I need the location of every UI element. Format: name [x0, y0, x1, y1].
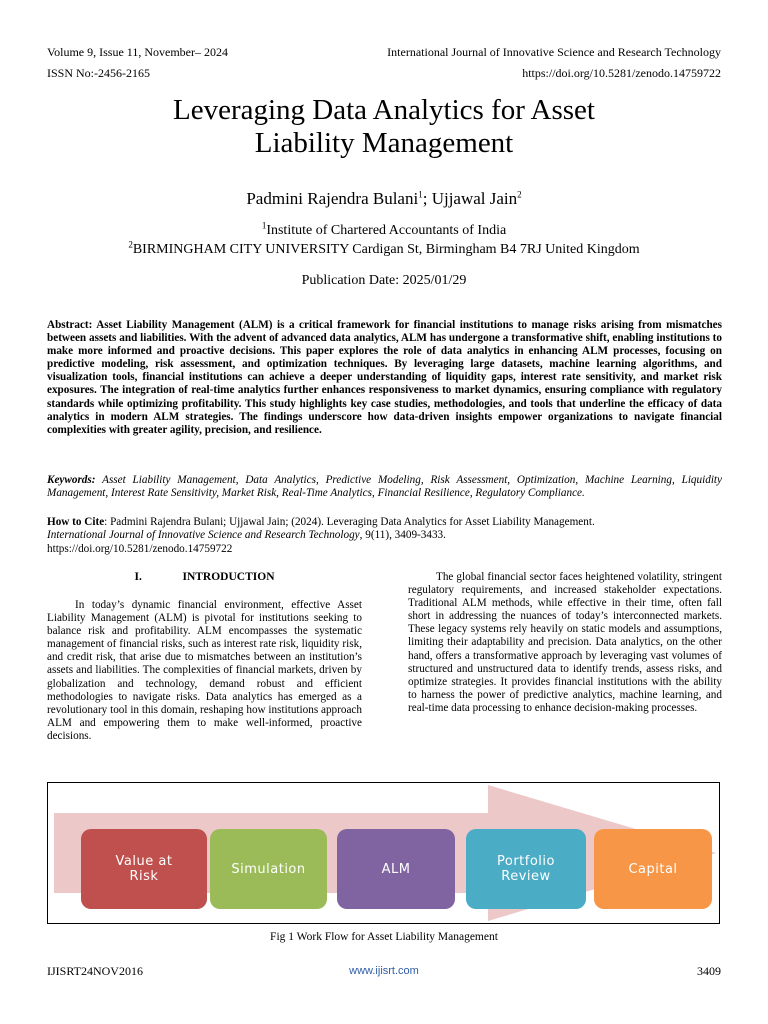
cite-doi-link[interactable]: https://doi.org/10.5281/zenodo.14759722 — [47, 542, 233, 555]
abstract — [47, 319, 722, 437]
cite-text-1: : Padmini Rajendra Bulani; Ujjawal Jain; (2024). Leveraging Data Analytics for Asset Liability Management. — [104, 516, 595, 528]
header-volume: Volume 9, Issue 11, November– 2024 — [47, 45, 228, 59]
author-2-name: Ujjawal Jain — [431, 189, 518, 208]
step-simulation — [210, 829, 327, 909]
footer-page-number: 3409 — [697, 964, 721, 978]
step-capital-label: Capital — [628, 861, 678, 877]
step-alm — [337, 829, 455, 909]
step-portfolio-review-label: Portfolio Review — [497, 854, 555, 884]
keywords-label: Keywords: — [47, 474, 96, 486]
footer-paper-id: IJISRT24NOV2016 — [47, 964, 143, 978]
keywords — [47, 474, 722, 500]
section-number: I. — [134, 571, 142, 583]
footer-website-link[interactable]: www.ijisrt.com — [349, 965, 419, 977]
section-title: INTRODUCTION — [182, 571, 275, 583]
step-value-at-risk — [81, 829, 207, 909]
step-value-at-risk-label: Value at Risk — [115, 854, 173, 884]
paper-title — [0, 94, 768, 160]
cite-journal: International Journal of Innovative Science and Research Technology — [47, 529, 360, 542]
header-issn: ISSN No:-2456-2165 — [47, 66, 151, 80]
right-column — [408, 571, 722, 715]
step-simulation-label: Simulation — [231, 861, 306, 877]
affiliation-1-text: Institute of Chartered Accountants of India — [266, 223, 507, 238]
author-1-sup: 1 — [418, 189, 423, 200]
step-capital — [594, 829, 712, 909]
cite-label: How to Cite — [47, 516, 105, 528]
author-list — [0, 188, 768, 210]
author-2-sup: 2 — [517, 189, 522, 200]
figure-caption: Fig 1 Work Flow for Asset Liability Management — [270, 931, 498, 943]
intro-paragraph-right: The global financial sector faces heightened volatility, stringent regulatory requirements, and increased stakeholder expectations. Traditional ALM methods, while effective in their time, often fall short in addressing the nuances of today’s interconnected markets. These legacy systems rely heavily on static models and assumptions, limiting their adaptability and precision. Data analytics, on the other hand, offers a transformative approach by leveraging vast volumes of structured and unstructured data to identify trends, assess risks, and optimize strategies. It provides financial institutions with the ability to harness the power of predictive analytics, machine learning, and real-time data processing to enhance decision-making processes. — [408, 571, 722, 714]
header-doi-link[interactable]: https://doi.org/10.5281/zenodo.14759722 — [522, 66, 721, 80]
abstract-label: Abstract: — [47, 319, 93, 331]
publication-date: Publication Date: 2025/01/29 — [301, 273, 467, 288]
how-to-cite — [47, 516, 722, 556]
affiliation-1-sup: 1 — [261, 220, 267, 231]
left-column — [47, 599, 362, 743]
author-separator: ; — [422, 189, 432, 208]
affiliation-2-text: BIRMINGHAM CITY UNIVERSITY Cardigan St, Birmingham B4 7RJ United Kingdom — [132, 242, 640, 257]
abstract-text: Asset Liability Management (ALM) is a critical framework for financial institutions to manage risks arising from mismatches between assets and liabilities. With the advent of advanced data analytics, ALM has undergone a transformative shift, enabling institutions to make more informed and proactive decisions. This paper explores the role of data analytics in enhancing ALM processes, focusing on predictive modeling, risk assessment, and optimization techniques. By leveraging large datasets, machine learning algorithms, and visualization tools, financial institutions can achieve a deeper understanding of liquidity gaps, interest rate sensitivity, and market risk exposures. The integration of real-time analytics further enhances responsiveness to market dynamics, ensuring compliance with regulatory standards while optimizing profitability. This study highlights key case studies, methodologies, and tools that underline the efficacy of data analytics in modern ALM strategies. The findings underscore how data-driven insights empower organizations to navigate financial complexities with greater agility, precision, and resilience. — [47, 319, 722, 436]
paper-title-line1: Leveraging Data Analytics for Asset — [173, 94, 595, 126]
affiliation-2-sup: 2 — [128, 239, 133, 250]
section-heading — [47, 571, 362, 583]
keywords-text: Asset Liability Management, Data Analytics, Predictive Modeling, Risk Assessment, Optimization, Machine Learning, Liquidity Management, Interest Rate Sensitivity, Market Risk, Real-Time Analytics, Financial Resilience, Regulatory Compliance. — [47, 474, 722, 500]
affiliation-1 — [0, 222, 768, 240]
affiliation-2 — [0, 241, 768, 259]
step-portfolio-review — [466, 829, 586, 909]
paper-title-line2: Liability Management — [254, 127, 514, 159]
header-journal: International Journal of Innovative Science and Research Technology — [387, 45, 721, 59]
intro-paragraph-left: In today’s dynamic financial environment, effective Asset Liability Management (ALM) is pivotal for institutions seeking to balance risk and profitability. ALM encompasses the systematic management of financial risks, such as interest rate risk, liquidity risk, and credit risk, that arise due to mismatches between an institution’s assets and liabilities. The complexities of financial markets, driven by globalization and technology, demand robust and efficient methodologies to navigate risks. Data analytics has emerged as a revolutionary tool in this domain, reshaping how institutions approach ALM and empowering them to make well-informed, proactive decisions. — [47, 599, 362, 742]
author-1-name: Padmini Rajendra Bulani — [246, 189, 419, 208]
cite-text-2: , 9(11), 3409-3433. — [359, 529, 446, 542]
step-alm-label: ALM — [381, 861, 411, 877]
figure-workflow — [47, 782, 720, 924]
